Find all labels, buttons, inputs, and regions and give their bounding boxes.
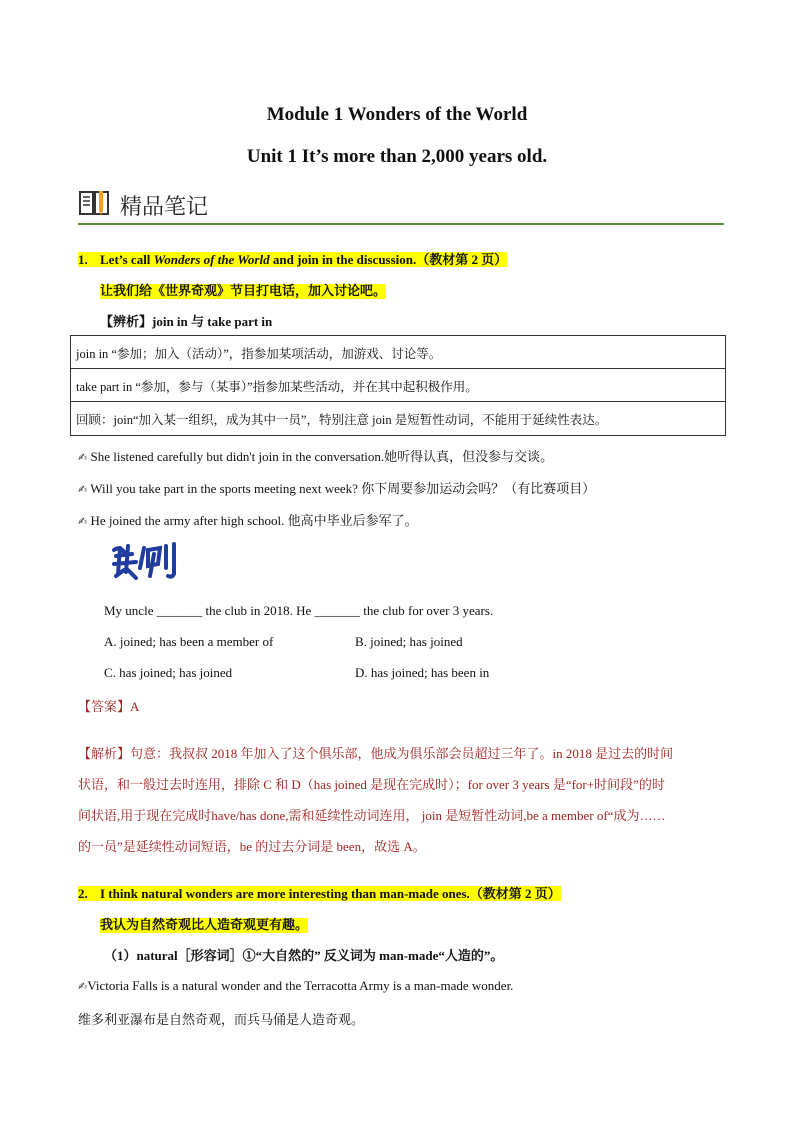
section-header <box>78 187 724 225</box>
example-2 <box>78 478 595 497</box>
q1-analysis-label: 【辨析】join in 与 take part in <box>100 314 273 329</box>
table-row: 回顾：join“加入某一组织，成为其中一员”，特别注意 join 是短暂性动词，不能用于延续性表达。 <box>76 413 608 427</box>
dianli-logo <box>110 540 182 582</box>
q1-en-before: Let’s call <box>100 252 154 267</box>
table-row: take part in “参加，参与（某事）”指参加某些活动，并在其中起积极作用。 <box>71 369 725 402</box>
q2-point: （1）natural［形容词］①“大自然的” 反义词为 man-made“人造的”。 <box>104 948 504 963</box>
example-text: She listened carefully but didn't join in the conversation.她听得认真，但没参与交谈。 <box>90 449 554 464</box>
table-row: join in “参加；加入（活动）”，指参加某项活动，加游戏、讨论等。 <box>71 336 725 369</box>
q2-ref: （教材第 2 页） <box>469 886 561 901</box>
analysis-line: 状语，和一般过去时连用，排除 C 和 D（has joined 是现在完成时）；for over 3 years 是“for+时间段”的时 <box>78 777 665 792</box>
pen-icon: ✍ <box>78 483 88 496</box>
q2-en: I think natural wonders are more interesting than man-made ones. <box>100 886 470 901</box>
example-text: Will you take part in the sports meeting next week? 你下周要参加运动会吗？（有比赛项目） <box>90 481 596 496</box>
exercise-stem: My uncle _______ the club in 2018. He _______ the club for over 3 years. <box>104 603 494 618</box>
analysis-line: 【解析】句意：我叔叔 2018 年加入了这个俱乐部，他成为俱乐部会员超过三年了。in 2018 是过去的时间 <box>78 746 674 761</box>
pen-icon: ✍ <box>78 515 88 528</box>
book-icon <box>78 189 110 217</box>
option-d: D. has joined; has been in <box>355 665 490 680</box>
option-c: C. has joined; has joined <box>104 665 233 680</box>
pen-icon: ✍ <box>78 980 88 993</box>
q1-ref: （教材第 2 页） <box>416 252 508 267</box>
example-text: He joined the army after high school. 他高中毕业后参军了。 <box>90 513 418 528</box>
q2-number: 2. <box>78 886 88 901</box>
q1-title <box>78 249 507 268</box>
option-b: B. joined; has joined <box>355 634 463 649</box>
q1-en-after: and join in the discussion. <box>269 252 417 267</box>
q2-example-cn: 维多利亚瀑布是自然奇观，而兵马俑是人造奇观。 <box>78 1013 365 1028</box>
q1-cn: 让我们给《世界奇观》节目打电话，加入讨论吧。 <box>100 284 387 299</box>
q2-example-en <box>78 978 513 994</box>
pen-icon: ✍ <box>78 451 88 464</box>
unit-title: Unit 1 It’s more than 2,000 years old. <box>246 146 548 167</box>
answer: 【答案】A <box>78 699 140 714</box>
option-a: A. joined; has been a member of <box>104 634 274 649</box>
q1-en-italic: Wonders of the World <box>153 252 270 267</box>
q1-number: 1. <box>78 252 88 267</box>
example-text: Victoria Falls is a natural wonder and the Terracotta Army is a man-made wonder. <box>87 978 514 993</box>
analysis-line: 间状语,用于现在完成时have/has done,需和延续性动词连用， join 是短暂性动词,be a member of“成为…… <box>78 808 666 823</box>
q2-translation <box>100 914 308 933</box>
example-1 <box>78 446 553 465</box>
module-title: Module 1 Wonders of the World <box>266 104 528 125</box>
analysis-line: 的一员”是延续性动词短语，be 的过去分词是 been，故选 A。 <box>78 839 426 854</box>
comparison-table <box>70 335 726 436</box>
q2-cn: 我认为自然奇观比人造奇观更有趣。 <box>100 918 309 933</box>
q2-title <box>78 883 561 902</box>
q1-translation <box>100 280 386 299</box>
example-3 <box>78 510 418 529</box>
header-label: 精品笔记 <box>120 195 209 220</box>
